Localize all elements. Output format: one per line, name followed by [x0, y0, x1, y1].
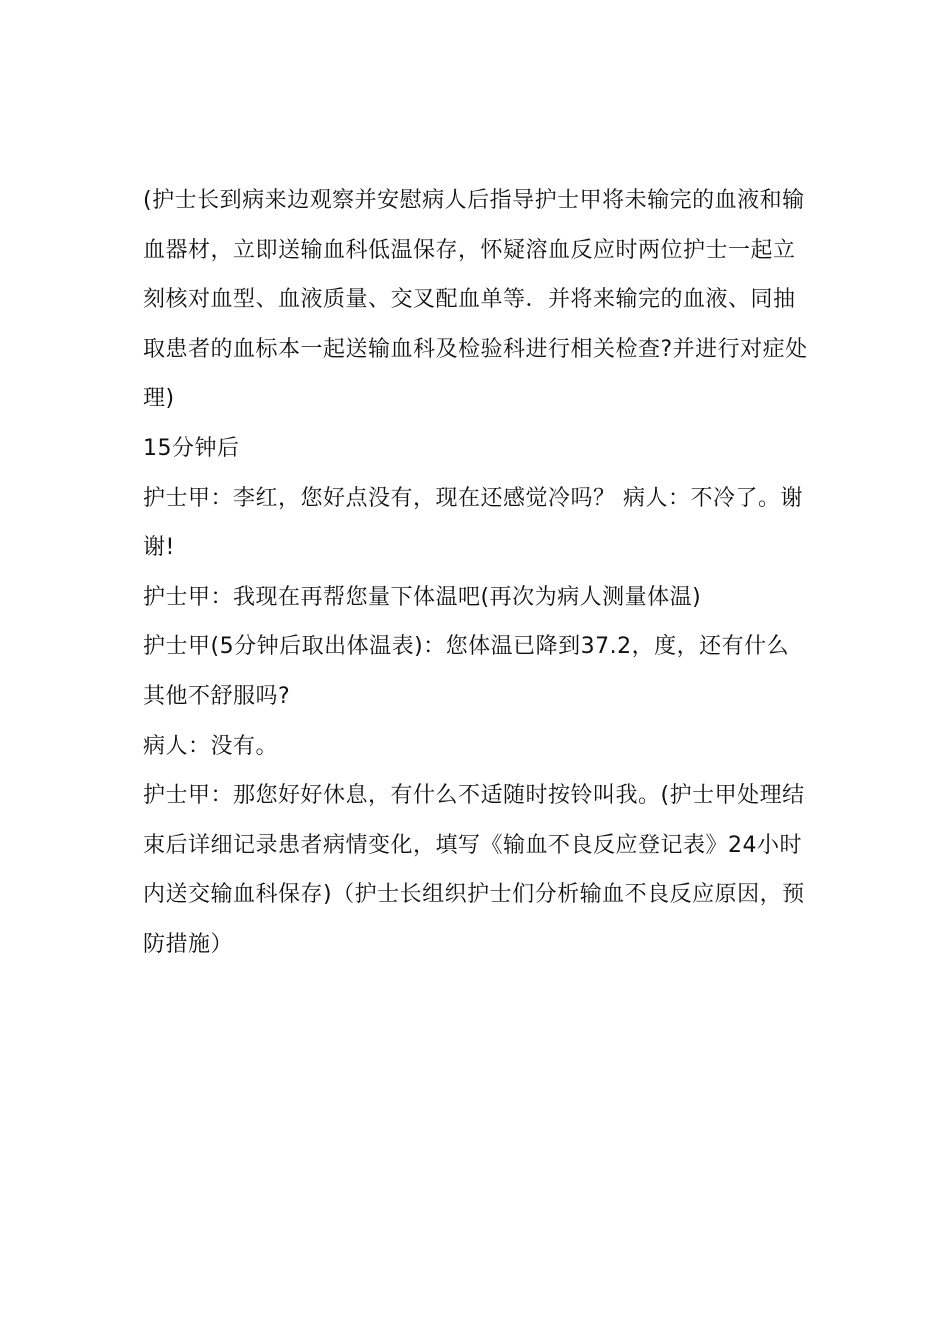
document-body — [143, 176, 809, 970]
paragraph-patient-reply: 病人：没有。 — [143, 733, 279, 759]
paragraph-time-marker: 15分钟后 — [143, 435, 240, 461]
paragraph-dialogue-result: 护士甲(5分钟后取出体温表)：您体温已降到37.2，度，还有什么其他不舒服吗? — [143, 634, 790, 709]
paragraph-head-nurse-instructions: (护士长到病来边观察并安慰病人后指导护士甲将未输完的血液和输血器材，立即送输血科低温保存，怀疑溶血反应时两位护士一起立刻核对血型、血液质量、交叉配血单等．并将来输完的血液、同抽取患者的血标本一起送输血科及检验科进行相关检查?并进行对症处理) — [143, 188, 808, 412]
paragraph-closing: 护士甲：那您好好休息，有什么不适随时按铃叫我。(护士甲处理结束后详细记录患者病情变化，填写《输血不良反应登记表》24小时内送交输血科保存)（护士长组织护士们分析输血不良反应原因，预防措施） — [143, 783, 805, 957]
paragraph-dialogue-check: 护士甲：李红，您好点没有，现在还感觉冷吗？ 病人：不冷了。谢谢! — [143, 485, 803, 561]
paragraph-dialogue-temperature: 护士甲：我现在再帮您量下体温吧(再次为病人测量体温) — [143, 584, 702, 610]
